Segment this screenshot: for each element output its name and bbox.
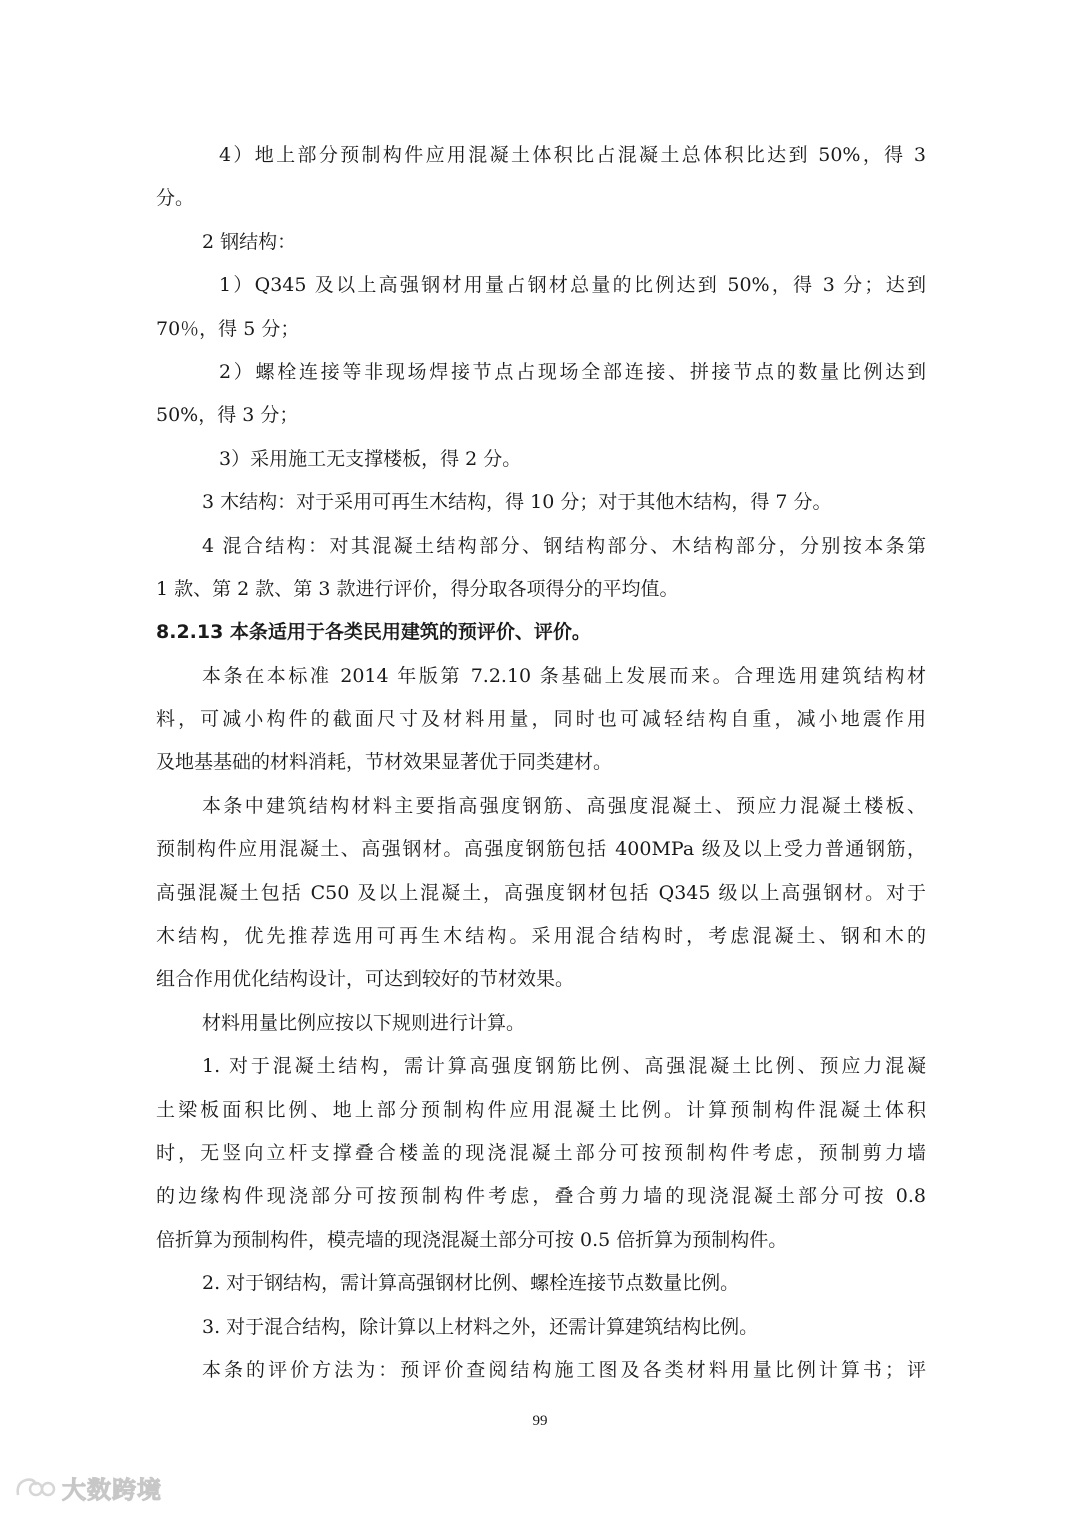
document-body bbox=[156, 134, 926, 1392]
text-line: 倍折算为预制构件，模壳墙的现浇混凝土部分可按 0.5 倍折算为预制构件。 bbox=[156, 1228, 788, 1251]
text-line: 8.2.13 本条适用于各类民用建筑的预评价、评价。 bbox=[156, 621, 591, 644]
text-line: 2. 对于钢结构，需计算高强钢材比例、螺栓连接节点数量比例。 bbox=[202, 1272, 740, 1295]
text-line: 1）Q345 及以上高强钢材用量占钢材总量的比例达到 50%，得 3 分；达到 bbox=[219, 274, 926, 297]
text-line: 时，无竖向立杆支撑叠合楼盖的现浇混凝土部分可按预制构件考虑，预制剪力墙 bbox=[156, 1141, 926, 1164]
text-line: 2 钢结构： bbox=[202, 230, 297, 253]
text-line: 的边缘构件现浇部分可按预制构件考虑，叠合剪力墙的现浇混凝土部分可按 0.8 bbox=[156, 1185, 926, 1208]
text-line: 3）采用施工无支撑楼板，得 2 分。 bbox=[219, 447, 522, 470]
text-line: 材料用量比例应按以下规则进行计算。 bbox=[202, 1011, 526, 1034]
text-line: 组合作用优化结构设计，可达到较好的节材效果。 bbox=[156, 968, 575, 991]
watermark bbox=[14, 1470, 162, 1505]
text-line: 木结构，优先推荐选用可再生木结构。采用混合结构时，考虑混凝土、钢和木的 bbox=[156, 925, 926, 948]
watermark-logo-icon bbox=[14, 1475, 56, 1501]
text-line: 70％，得 5 分； bbox=[156, 317, 300, 340]
text-line: 本条的评价方法为：预评价查阅结构施工图及各类材料用量比例计算书；评 bbox=[202, 1358, 926, 1381]
text-line: 3 木结构：对于采用可再生木结构，得 10 分；对于其他木结构，得 7 分。 bbox=[202, 491, 832, 514]
text-line: 3. 对于混合结构，除计算以上材料之外，还需计算建筑结构比例。 bbox=[202, 1315, 759, 1338]
text-line: 1. 对于混凝土结构，需计算高强度钢筋比例、高强混凝土比例、预应力混凝 bbox=[202, 1055, 926, 1078]
text-line: 料，可减小构件的截面尺寸及材料用量，同时也可减轻结构自重，减小地震作用 bbox=[156, 708, 926, 731]
watermark-text: 大数跨境 bbox=[62, 1476, 162, 1504]
text-line: 预制构件应用混凝土、高强钢材。高强度钢筋包括 400MPa 级及以上受力普通钢筋， bbox=[156, 838, 926, 861]
text-line: 土梁板面积比例、地上部分预制构件应用混凝土比例。计算预制构件混凝土体积 bbox=[156, 1098, 926, 1121]
text-line: 1 款、第 2 款、第 3 款进行评价，得分取各项得分的平均值。 bbox=[156, 577, 679, 600]
text-line: 本条中建筑结构材料主要指高强度钢筋、高强度混凝土、预应力混凝土楼板、 bbox=[202, 794, 926, 817]
text-line: 2）螺栓连接等非现场焊接节点占现场全部连接、拼接节点的数量比例达到 bbox=[219, 360, 926, 383]
text-line: 本条在本标准 2014 年版第 7.2.10 条基础上发展而来。合理选用建筑结构材 bbox=[202, 664, 926, 687]
text-line: 50%，得 3 分； bbox=[156, 404, 299, 427]
text-line: 分。 bbox=[156, 187, 195, 210]
text-line: 4）地上部分预制构件应用混凝土体积比占混凝土总体积比达到 50%，得 3 bbox=[219, 144, 926, 166]
text-line: 4 混合结构：对其混凝土结构部分、钢结构部分、木结构部分，分别按本条第 bbox=[202, 534, 926, 557]
page-number: 99 bbox=[532, 1413, 548, 1429]
text-line: 高强混凝土包括 C50 及以上混凝土，高强度钢材包括 Q345 级以上高强钢材。对于 bbox=[156, 881, 926, 904]
text-line: 及地基基础的材料消耗，节材效果显著优于同类建材。 bbox=[156, 751, 613, 774]
